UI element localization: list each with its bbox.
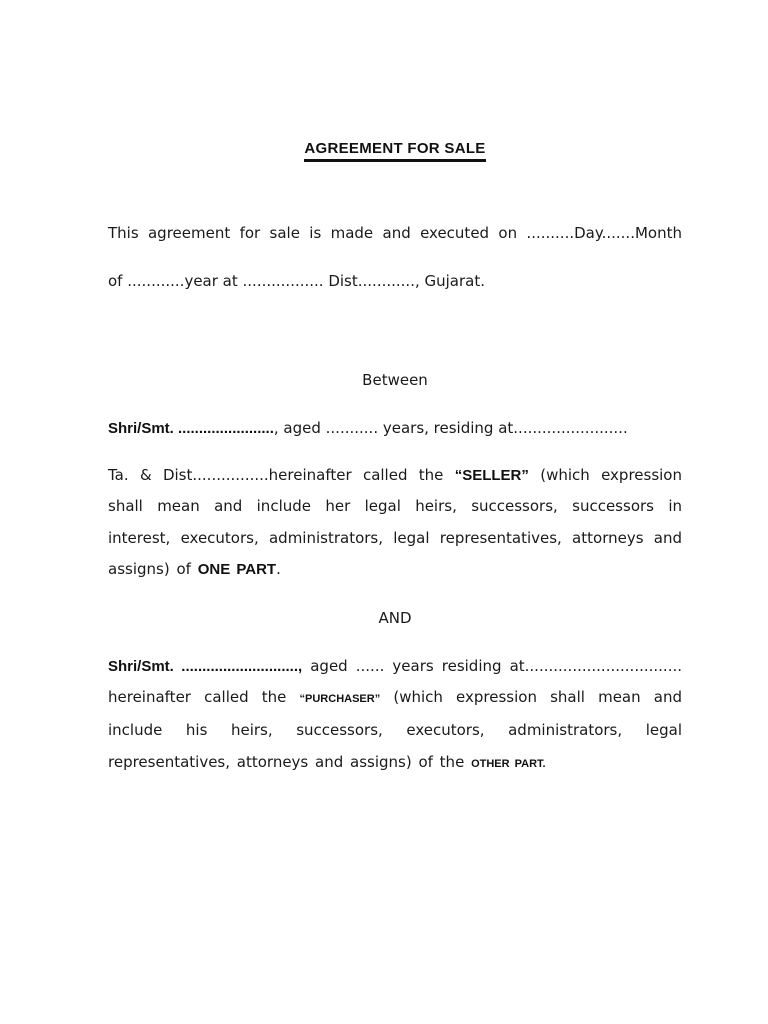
purchaser-name-label: Shri/Smt. ............................, — [108, 658, 303, 675]
seller-line-rest: , aged ........... years, residing at........................ — [273, 419, 628, 437]
seller-para-rest: (which expression shall mean and include her legal heirs, successors, successors in interest, executors, administrators, legal representatives, attorneys and assigns) of — [108, 466, 682, 579]
seller-line — [108, 418, 682, 439]
seller-role: “SELLER” — [454, 467, 529, 484]
purchaser-line-rest: aged ...... years residing at................................. — [302, 657, 682, 675]
seller-name-label: Shri/Smt. ....................... — [108, 420, 274, 437]
purchaser-role: “PURCHASER” — [299, 693, 381, 705]
and-heading: AND — [378, 609, 412, 627]
seller-part: ONE PART — [197, 561, 277, 579]
purchaser-para-rest: (which expression shall mean and include his heirs, successors, executors, administrators, legal representatives, attorneys and assigns) of the — [108, 688, 682, 771]
seller-para-start: Ta. & Dist................hereinafter called the — [108, 466, 455, 484]
purchaser-part: OTHER PART. — [471, 757, 546, 770]
purchaser-para-start: hereinafter called the — [108, 688, 300, 706]
seller-part-end: . — [276, 560, 281, 579]
title-text: AGREEMENT FOR SALE — [304, 140, 485, 162]
purchaser-line — [108, 656, 682, 677]
between-heading: Between — [362, 371, 428, 389]
seller-paragraph — [108, 460, 682, 586]
intro-line-1: This agreement for sale is made and executed on ..........Day.......Month — [108, 224, 682, 242]
intro-line-2: of ............year at ................. Dist............, Gujarat. — [108, 272, 486, 290]
purchaser-paragraph — [108, 682, 682, 780]
document-title — [0, 139, 768, 162]
